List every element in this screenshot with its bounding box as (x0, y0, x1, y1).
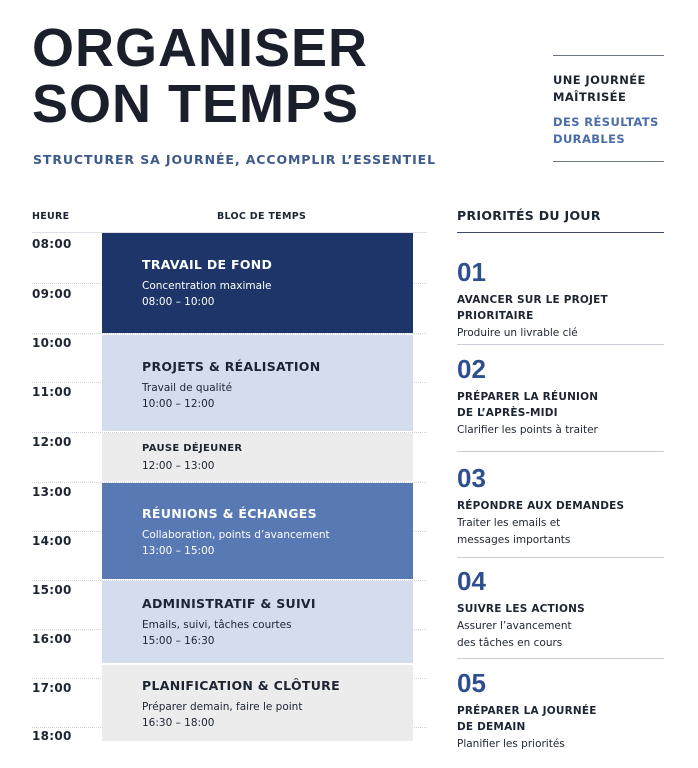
block-title: PLANIFICATION & CLÔTURE (142, 678, 340, 693)
hour-label: 16:00 (32, 632, 72, 646)
hour-label: 11:00 (32, 385, 72, 399)
tagline-box (553, 55, 664, 162)
priority-detail: Produire un livrable clé (457, 327, 578, 339)
priority-title-cont: DE L’APRÈS-MIDI (457, 407, 558, 419)
block-description: Emails, suivi, tâches courtes (142, 619, 292, 631)
block-title: RÉUNIONS & ÉCHANGES (142, 506, 317, 521)
priority-detail: Traiter les emails et (457, 517, 561, 529)
page-subtitle: STRUCTURER SA JOURNÉE, ACCOMPLIR L’ESSENTIEL (33, 152, 436, 167)
priority-title-cont: DE DEMAIN (457, 721, 526, 733)
hour-column-header: HEURE (32, 211, 70, 222)
priority-item (457, 355, 664, 439)
priority-separator (457, 658, 664, 659)
hour-label: 08:00 (32, 237, 72, 251)
priority-number: 01 (457, 257, 486, 287)
priority-detail: Clarifier les points à traiter (457, 424, 598, 436)
title-line-1: ORGANISER (32, 18, 369, 78)
priorities-header: PRIORITÉS DU JOUR (457, 208, 601, 223)
block-title: TRAVAIL DE FOND (142, 257, 273, 272)
priority-detail: Planifier les priorités (457, 738, 565, 750)
hour-label: 13:00 (32, 485, 72, 499)
block-title: ADMINISTRATIF & SUIVI (142, 596, 316, 611)
block-time: 12:00 – 13:00 (142, 460, 215, 472)
priority-title: SUIVRE LES ACTIONS (457, 603, 585, 615)
priority-separator (457, 451, 664, 452)
time-block-meetings (102, 483, 413, 579)
hour-label: 10:00 (32, 336, 72, 350)
tagline-secondary (553, 114, 659, 148)
priority-item (457, 258, 664, 342)
block-title: PROJETS & RÉALISATION (142, 359, 321, 374)
priority-title: PRÉPARER LA RÉUNION (457, 391, 599, 403)
priority-separator (457, 557, 664, 558)
hour-label: 12:00 (32, 435, 72, 449)
block-column-header: BLOC DE TEMPS (217, 211, 307, 222)
priority-separator (457, 344, 664, 345)
tagline-line-1: UNE JOURNÉE (553, 73, 646, 87)
hour-label: 17:00 (32, 681, 72, 695)
priority-detail-cont: messages importants (457, 534, 571, 546)
priority-number: 05 (457, 668, 486, 698)
hour-label: 14:00 (32, 534, 72, 548)
hour-label: 18:00 (32, 729, 72, 743)
block-description: Collaboration, points d’avancement (142, 529, 330, 541)
title-line-2: SON TEMPS (32, 74, 360, 134)
block-time: 16:30 – 18:00 (142, 717, 215, 729)
priority-item (457, 669, 664, 753)
tagline-primary (553, 72, 646, 106)
time-block-deep-work (102, 233, 413, 333)
block-time: 08:00 – 10:00 (142, 296, 215, 308)
priority-detail-cont: des tâches en cours (457, 637, 563, 649)
priority-item (457, 464, 664, 549)
block-time: 15:00 – 16:30 (142, 635, 215, 647)
priority-detail: Assurer l’avancement (457, 620, 572, 632)
time-block-admin (102, 581, 413, 663)
block-description: Préparer demain, faire le point (142, 701, 303, 713)
priority-title: RÉPONDRE AUX DEMANDES (457, 500, 625, 512)
block-time: 13:00 – 15:00 (142, 545, 215, 557)
priority-number: 04 (457, 566, 486, 596)
page-title (32, 20, 368, 132)
priority-title: PRÉPARER LA JOURNÉE (457, 705, 597, 717)
tagline-line-2: MAÎTRISÉE (553, 90, 627, 104)
block-description: Concentration maximale (142, 280, 272, 292)
priority-item (457, 567, 664, 652)
priority-number: 02 (457, 354, 486, 384)
block-description: Travail de qualité (142, 382, 233, 394)
priority-number: 03 (457, 463, 486, 493)
tagline-line-3: DES RÉSULTATS (553, 115, 659, 129)
block-time: 10:00 – 12:00 (142, 398, 215, 410)
tagline-line-4: DURABLES (553, 132, 626, 146)
time-block-projects (102, 335, 413, 431)
priorities-divider (457, 232, 664, 233)
hour-gridline (32, 333, 427, 334)
priority-title: AVANCER SUR LE PROJET PRIORITAIRE (457, 294, 608, 322)
block-title: PAUSE DÉJEUNER (142, 443, 243, 454)
time-block-planning (102, 665, 413, 741)
hour-label: 09:00 (32, 287, 72, 301)
hour-label: 15:00 (32, 583, 72, 597)
time-block-lunch (102, 433, 413, 481)
